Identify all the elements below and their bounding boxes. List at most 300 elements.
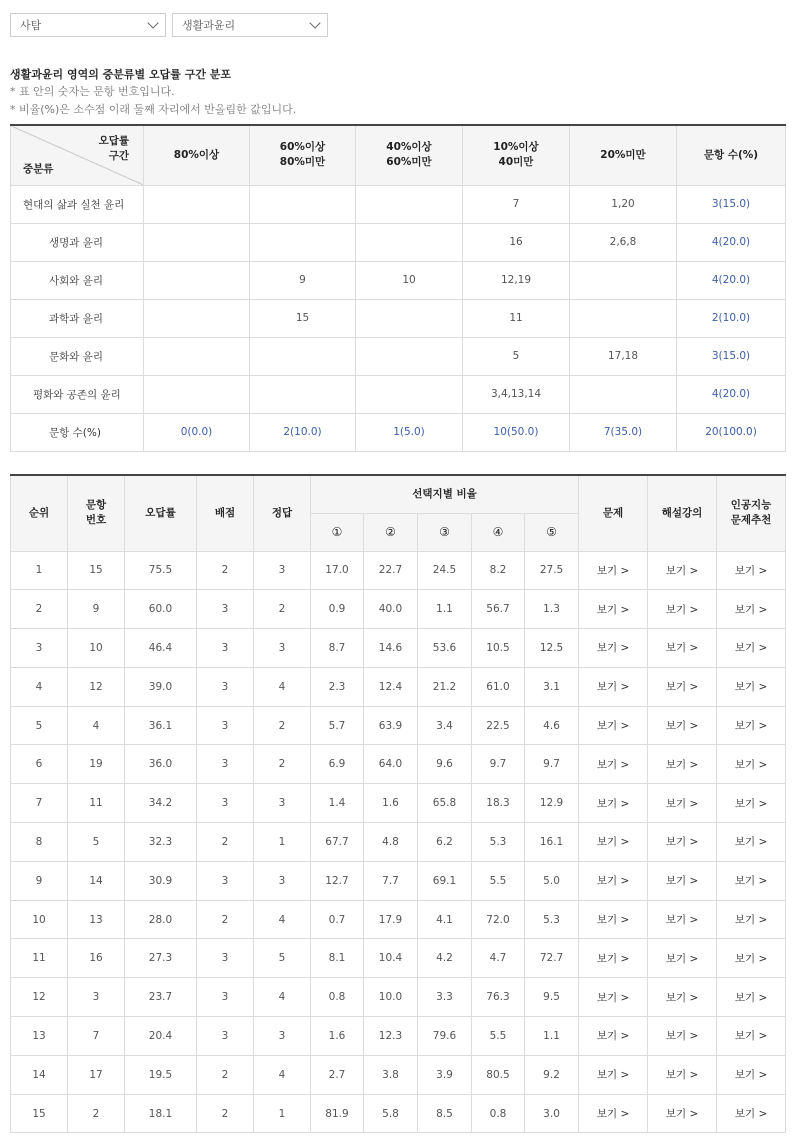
choice-ratio-cell: 3.1 xyxy=(525,667,579,706)
qnum-header: 문항 번호 xyxy=(68,475,125,551)
rank-cell: 10 xyxy=(11,900,68,939)
points-cell: 2 xyxy=(197,900,254,939)
choice-ratio-cell: 5.3 xyxy=(472,823,525,862)
points-cell: 2 xyxy=(197,1094,254,1133)
choice-ratio-cell: 6.9 xyxy=(311,745,364,784)
wrong-rate-header: 오답률 xyxy=(125,475,197,551)
category-name: 문화와 윤리 xyxy=(11,337,144,375)
rank-cell: 4 xyxy=(11,667,68,706)
question-numbers xyxy=(144,185,250,223)
col-header: 문항 수(%) xyxy=(677,125,786,185)
choice-ratio-cell: 2.3 xyxy=(311,667,364,706)
question-number-cell: 7 xyxy=(68,1017,125,1056)
choice-ratio-cell: 5.5 xyxy=(472,1017,525,1056)
question-numbers xyxy=(570,261,677,299)
view-question-link[interactable]: 보기 > xyxy=(579,667,648,706)
view-lecture-link[interactable]: 보기 > xyxy=(648,978,717,1017)
answer-cell: 3 xyxy=(254,784,311,823)
choice-ratio-cell: 4.7 xyxy=(472,939,525,978)
section-title: 생활과윤리 영역의 중분류별 오답률 구간 분포 xyxy=(10,68,232,81)
view-question-link[interactable]: 보기 > xyxy=(579,1017,648,1056)
table-row xyxy=(11,784,786,823)
question-numbers: 11 xyxy=(463,299,570,337)
question-number-cell: 2 xyxy=(68,1094,125,1133)
table-row xyxy=(11,1017,786,1056)
wrong-rate-cell: 30.9 xyxy=(125,861,197,900)
choice-ratio-cell: 17.9 xyxy=(364,900,418,939)
wrong-rate-cell: 20.4 xyxy=(125,1017,197,1056)
view-lecture-link[interactable]: 보기 > xyxy=(648,551,717,590)
choice-ratio-cell: 0.7 xyxy=(311,900,364,939)
choice-ratio-cell: 40.0 xyxy=(364,590,418,629)
view-ai-recommend-link[interactable]: 보기 > xyxy=(717,629,786,668)
table-row xyxy=(11,1055,786,1094)
view-lecture-link[interactable]: 보기 > xyxy=(648,590,717,629)
rank-cell: 6 xyxy=(11,745,68,784)
category-name: 생명과 윤리 xyxy=(11,223,144,261)
rank-cell: 3 xyxy=(11,629,68,668)
question-numbers xyxy=(356,185,463,223)
question-numbers xyxy=(250,223,356,261)
view-ai-recommend-link[interactable]: 보기 > xyxy=(717,861,786,900)
choice-ratio-cell: 3.0 xyxy=(525,1094,579,1133)
choice-ratio-cell: 1.1 xyxy=(418,590,472,629)
note-question-numbers: * 표 안의 숫자는 문항 번호입니다. xyxy=(10,85,175,98)
rank-cell: 12 xyxy=(11,978,68,1017)
distribution-row xyxy=(11,261,786,299)
question-count: 2(10.0) xyxy=(677,299,786,337)
choice-ratio-cell: 12.3 xyxy=(364,1017,418,1056)
answer-cell: 1 xyxy=(254,1094,311,1133)
rank-cell: 8 xyxy=(11,823,68,862)
distribution-row xyxy=(11,223,786,261)
table-row xyxy=(11,745,786,784)
question-number-cell: 14 xyxy=(68,861,125,900)
question-count: 3(15.0) xyxy=(677,337,786,375)
col-header: 20%미만 xyxy=(570,125,677,185)
choice-ratio-cell: 22.7 xyxy=(364,551,418,590)
rank-cell: 7 xyxy=(11,784,68,823)
view-ai-recommend-link[interactable]: 보기 > xyxy=(717,1094,786,1133)
question-numbers: 15 xyxy=(250,299,356,337)
question-numbers: 16 xyxy=(463,223,570,261)
points-cell: 2 xyxy=(197,823,254,862)
choice-ratio-cell: 3.9 xyxy=(418,1055,472,1094)
total-count: 0(0.0) xyxy=(144,413,250,451)
question-number-cell: 5 xyxy=(68,823,125,862)
wrong-rate-cell: 36.1 xyxy=(125,706,197,745)
view-ai-recommend-link[interactable]: 보기 > xyxy=(717,900,786,939)
total-count: 1(5.0) xyxy=(356,413,463,451)
question-numbers: 3,4,13,14 xyxy=(463,375,570,413)
question-numbers: 10 xyxy=(356,261,463,299)
choice-ratio-cell: 9.7 xyxy=(472,745,525,784)
points-cell: 3 xyxy=(197,861,254,900)
choice-ratio-cell: 81.9 xyxy=(311,1094,364,1133)
points-header: 배점 xyxy=(197,475,254,551)
question-number-cell: 10 xyxy=(68,629,125,668)
choice-ratio-cell: 9.6 xyxy=(418,745,472,784)
view-ai-recommend-link[interactable]: 보기 > xyxy=(717,823,786,862)
choice-ratio-cell: 9.5 xyxy=(525,978,579,1017)
wrong-rate-cell: 36.0 xyxy=(125,745,197,784)
choice-ratio-cell: 5.8 xyxy=(364,1094,418,1133)
choice-ratio-cell: 56.7 xyxy=(472,590,525,629)
question-numbers: 5 xyxy=(463,337,570,375)
choice-ratio-cell: 5.5 xyxy=(472,861,525,900)
view-ai-recommend-link[interactable]: 보기 > xyxy=(717,745,786,784)
choice-ratio-cell: 14.6 xyxy=(364,629,418,668)
question-numbers: 17,18 xyxy=(570,337,677,375)
question-numbers xyxy=(250,337,356,375)
choice-ratio-cell: 76.3 xyxy=(472,978,525,1017)
choice-ratio-cell: 65.8 xyxy=(418,784,472,823)
question-number-cell: 13 xyxy=(68,900,125,939)
view-ai-recommend-link[interactable]: 보기 > xyxy=(717,784,786,823)
choice-ratio-cell: 22.5 xyxy=(472,706,525,745)
question-numbers xyxy=(144,299,250,337)
view-ai-recommend-link[interactable]: 보기 > xyxy=(717,551,786,590)
answer-cell: 2 xyxy=(254,745,311,784)
choice-ratio-cell: 72.0 xyxy=(472,900,525,939)
choice-ratio-cell: 1.6 xyxy=(364,784,418,823)
answer-cell: 3 xyxy=(254,551,311,590)
question-number-cell: 17 xyxy=(68,1055,125,1094)
view-question-link[interactable]: 보기 > xyxy=(579,939,648,978)
rank-cell: 1 xyxy=(11,551,68,590)
wrong-rate-cell: 46.4 xyxy=(125,629,197,668)
category-name: 평화와 공존의 윤리 xyxy=(11,375,144,413)
question-numbers: 2,6,8 xyxy=(570,223,677,261)
question-count: 4(20.0) xyxy=(677,375,786,413)
col-header: 10%이상 40미만 xyxy=(463,125,570,185)
choice-ratio-cell: 79.6 xyxy=(418,1017,472,1056)
wrong-rate-cell: 18.1 xyxy=(125,1094,197,1133)
view-lecture-link[interactable]: 보기 > xyxy=(648,745,717,784)
question-number-cell: 12 xyxy=(68,667,125,706)
answer-cell: 4 xyxy=(254,978,311,1017)
view-lecture-link[interactable]: 보기 > xyxy=(648,667,717,706)
category-select-value: 사탐 xyxy=(20,19,42,32)
corner-top-line1: 오답률 xyxy=(98,135,129,147)
answer-cell: 3 xyxy=(254,1017,311,1056)
view-ai-recommend-link[interactable]: 보기 > xyxy=(717,590,786,629)
question-number-cell: 9 xyxy=(68,590,125,629)
col-header: 60%이상 80%미만 xyxy=(250,125,356,185)
answer-cell: 4 xyxy=(254,1055,311,1094)
filter-bar xyxy=(10,13,328,37)
view-question-link[interactable]: 보기 > xyxy=(579,1055,648,1094)
col-header: 40%이상 60%미만 xyxy=(356,125,463,185)
question-numbers: 9 xyxy=(250,261,356,299)
view-question-link[interactable]: 보기 > xyxy=(579,551,648,590)
table-row xyxy=(11,1094,786,1133)
question-header: 문제 xyxy=(579,475,648,551)
view-lecture-link[interactable]: 보기 > xyxy=(648,629,717,668)
choice-ratio-cell: 8.7 xyxy=(311,629,364,668)
choice-ratio-cell: 0.8 xyxy=(472,1094,525,1133)
choice-ratio-cell: 18.3 xyxy=(472,784,525,823)
ai-recommend-header: 인공지능 문제추천 xyxy=(717,475,786,551)
wrong-rate-cell: 60.0 xyxy=(125,590,197,629)
wrong-rate-cell: 19.5 xyxy=(125,1055,197,1094)
view-lecture-link[interactable]: 보기 > xyxy=(648,784,717,823)
view-ai-recommend-link[interactable]: 보기 > xyxy=(717,667,786,706)
choice-ratio-cell: 72.7 xyxy=(525,939,579,978)
choice-ratio-cell: 24.5 xyxy=(418,551,472,590)
choice-1-header: ① xyxy=(311,513,364,551)
answer-cell: 3 xyxy=(254,629,311,668)
choice-ratio-cell: 4.2 xyxy=(418,939,472,978)
answer-cell: 2 xyxy=(254,706,311,745)
question-number-cell: 3 xyxy=(68,978,125,1017)
view-question-link[interactable]: 보기 > xyxy=(579,590,648,629)
choice-ratio-cell: 16.1 xyxy=(525,823,579,862)
points-cell: 2 xyxy=(197,1055,254,1094)
question-number-cell: 11 xyxy=(68,784,125,823)
table-row xyxy=(11,667,786,706)
points-cell: 3 xyxy=(197,939,254,978)
choice-ratio-cell: 3.3 xyxy=(418,978,472,1017)
view-ai-recommend-link[interactable]: 보기 > xyxy=(717,939,786,978)
view-question-link[interactable]: 보기 > xyxy=(579,706,648,745)
view-question-link[interactable]: 보기 > xyxy=(579,861,648,900)
points-cell: 3 xyxy=(197,978,254,1017)
choice-ratio-cell: 67.7 xyxy=(311,823,364,862)
question-numbers xyxy=(250,185,356,223)
table-row xyxy=(11,978,786,1017)
wrong-rate-cell: 34.2 xyxy=(125,784,197,823)
view-lecture-link[interactable]: 보기 > xyxy=(648,1094,717,1133)
rank-cell: 13 xyxy=(11,1017,68,1056)
choice-ratio-cell: 5.7 xyxy=(311,706,364,745)
choice-ratio-cell: 4.6 xyxy=(525,706,579,745)
choice-3-header: ③ xyxy=(418,513,472,551)
view-question-link[interactable]: 보기 > xyxy=(579,900,648,939)
rank-cell: 5 xyxy=(11,706,68,745)
view-lecture-link[interactable]: 보기 > xyxy=(648,939,717,978)
wrong-rate-cell: 32.3 xyxy=(125,823,197,862)
corner-header xyxy=(11,125,144,185)
choice-ratio-cell: 12.5 xyxy=(525,629,579,668)
category-name: 현대의 삶과 실천 윤리 xyxy=(11,185,144,223)
question-number-cell: 4 xyxy=(68,706,125,745)
choice-ratio-cell: 12.9 xyxy=(525,784,579,823)
distribution-total-row xyxy=(11,413,786,451)
question-count: 4(20.0) xyxy=(677,261,786,299)
rank-cell: 9 xyxy=(11,861,68,900)
rank-cell: 15 xyxy=(11,1094,68,1133)
table-row xyxy=(11,590,786,629)
question-numbers xyxy=(144,337,250,375)
choice-ratio-cell: 61.0 xyxy=(472,667,525,706)
view-lecture-link[interactable]: 보기 > xyxy=(648,706,717,745)
table-row xyxy=(11,629,786,668)
question-numbers: 7 xyxy=(463,185,570,223)
subject-select[interactable] xyxy=(172,13,328,37)
answer-cell: 3 xyxy=(254,861,311,900)
question-numbers xyxy=(144,261,250,299)
question-numbers xyxy=(570,375,677,413)
choice-ratio-cell: 69.1 xyxy=(418,861,472,900)
distribution-header-row xyxy=(11,125,786,185)
table-row xyxy=(11,823,786,862)
choice-4-header: ④ xyxy=(472,513,525,551)
wrong-rate-cell: 23.7 xyxy=(125,978,197,1017)
rank-cell: 11 xyxy=(11,939,68,978)
view-ai-recommend-link[interactable]: 보기 > xyxy=(717,978,786,1017)
wrong-rate-cell: 28.0 xyxy=(125,900,197,939)
question-numbers xyxy=(250,375,356,413)
view-lecture-link[interactable]: 보기 > xyxy=(648,1017,717,1056)
choice-ratio-cell: 10.5 xyxy=(472,629,525,668)
answer-cell: 4 xyxy=(254,667,311,706)
question-numbers xyxy=(570,299,677,337)
category-select[interactable] xyxy=(10,13,166,37)
total-count: 20(100.0) xyxy=(677,413,786,451)
choice-ratio-cell: 5.3 xyxy=(525,900,579,939)
table-row xyxy=(11,939,786,978)
view-lecture-link[interactable]: 보기 > xyxy=(648,1055,717,1094)
choice-ratio-cell: 4.8 xyxy=(364,823,418,862)
view-question-link[interactable]: 보기 > xyxy=(579,629,648,668)
wrong-rate-cell: 39.0 xyxy=(125,667,197,706)
choice-ratio-cell: 6.2 xyxy=(418,823,472,862)
points-cell: 3 xyxy=(197,590,254,629)
lecture-header: 해설강의 xyxy=(648,475,717,551)
choice-5-header: ⑤ xyxy=(525,513,579,551)
choice-ratio-cell: 17.0 xyxy=(311,551,364,590)
total-count: 10(50.0) xyxy=(463,413,570,451)
total-count: 7(35.0) xyxy=(570,413,677,451)
choice-ratio-cell: 3.4 xyxy=(418,706,472,745)
chevron-down-icon xyxy=(309,17,320,28)
points-cell: 3 xyxy=(197,629,254,668)
choice-ratio-cell: 1.6 xyxy=(311,1017,364,1056)
distribution-row xyxy=(11,337,786,375)
choice-ratio-header: 선택지별 비율 xyxy=(311,475,579,513)
choice-ratio-cell: 7.7 xyxy=(364,861,418,900)
table-row xyxy=(11,900,786,939)
points-cell: 3 xyxy=(197,667,254,706)
total-label: 문항 수(%) xyxy=(11,413,144,451)
points-cell: 2 xyxy=(197,551,254,590)
choice-ratio-cell: 12.7 xyxy=(311,861,364,900)
points-cell: 3 xyxy=(197,706,254,745)
choice-ratio-cell: 2.7 xyxy=(311,1055,364,1094)
answer-cell: 5 xyxy=(254,939,311,978)
question-numbers xyxy=(356,299,463,337)
question-number-cell: 15 xyxy=(68,551,125,590)
corner-bottom: 중분류 xyxy=(23,162,54,175)
choice-ratio-cell: 9.2 xyxy=(525,1055,579,1094)
answer-header: 정답 xyxy=(254,475,311,551)
view-lecture-link[interactable]: 보기 > xyxy=(648,900,717,939)
choice-ratio-cell: 4.1 xyxy=(418,900,472,939)
choice-ratio-cell: 8.2 xyxy=(472,551,525,590)
choice-ratio-cell: 9.7 xyxy=(525,745,579,784)
view-lecture-link[interactable]: 보기 > xyxy=(648,861,717,900)
choice-ratio-cell: 8.5 xyxy=(418,1094,472,1133)
choice-ratio-cell: 63.9 xyxy=(364,706,418,745)
rank-cell: 2 xyxy=(11,590,68,629)
points-cell: 3 xyxy=(197,745,254,784)
choice-ratio-cell: 3.8 xyxy=(364,1055,418,1094)
view-lecture-link[interactable]: 보기 > xyxy=(648,823,717,862)
choice-ratio-cell: 10.4 xyxy=(364,939,418,978)
distribution-table xyxy=(10,124,786,452)
choice-ratio-cell: 21.2 xyxy=(418,667,472,706)
points-cell: 3 xyxy=(197,784,254,823)
ranking-header-row xyxy=(11,475,786,513)
chevron-down-icon xyxy=(147,17,158,28)
view-question-link[interactable]: 보기 > xyxy=(579,978,648,1017)
question-numbers xyxy=(356,375,463,413)
total-count: 2(10.0) xyxy=(250,413,356,451)
question-numbers xyxy=(356,337,463,375)
points-cell: 3 xyxy=(197,1017,254,1056)
choice-ratio-cell: 53.6 xyxy=(418,629,472,668)
choice-2-header: ② xyxy=(364,513,418,551)
question-count: 3(15.0) xyxy=(677,185,786,223)
view-ai-recommend-link[interactable]: 보기 > xyxy=(717,1055,786,1094)
question-number-cell: 16 xyxy=(68,939,125,978)
choice-ratio-cell: 64.0 xyxy=(364,745,418,784)
question-numbers xyxy=(356,223,463,261)
corner-top-line2: 구간 xyxy=(108,150,129,162)
choice-ratio-cell: 1.3 xyxy=(525,590,579,629)
rank-header: 순위 xyxy=(11,475,68,551)
question-numbers: 12,19 xyxy=(463,261,570,299)
choice-ratio-cell: 1.1 xyxy=(525,1017,579,1056)
distribution-row xyxy=(11,185,786,223)
question-numbers: 1,20 xyxy=(570,185,677,223)
wrong-rate-cell: 27.3 xyxy=(125,939,197,978)
choice-ratio-cell: 12.4 xyxy=(364,667,418,706)
note-rounding: * 비율(%)은 소수점 이래 둘째 자리에서 반올림한 값입니다. xyxy=(10,103,297,116)
choice-ratio-cell: 10.0 xyxy=(364,978,418,1017)
choice-ratio-cell: 0.9 xyxy=(311,590,364,629)
table-row xyxy=(11,706,786,745)
question-count: 4(20.0) xyxy=(677,223,786,261)
view-question-link[interactable]: 보기 > xyxy=(579,784,648,823)
choice-ratio-cell: 0.8 xyxy=(311,978,364,1017)
answer-cell: 4 xyxy=(254,900,311,939)
ranking-table xyxy=(10,474,786,1133)
view-ai-recommend-link[interactable]: 보기 > xyxy=(717,1017,786,1056)
distribution-row xyxy=(11,375,786,413)
choice-ratio-cell: 5.0 xyxy=(525,861,579,900)
choice-ratio-cell: 80.5 xyxy=(472,1055,525,1094)
answer-cell: 1 xyxy=(254,823,311,862)
category-name: 사회와 윤리 xyxy=(11,261,144,299)
question-numbers xyxy=(144,223,250,261)
table-row xyxy=(11,551,786,590)
rank-cell: 14 xyxy=(11,1055,68,1094)
subject-select-value: 생활과윤리 xyxy=(182,19,236,32)
view-question-link[interactable]: 보기 > xyxy=(579,1094,648,1133)
choice-ratio-cell: 27.5 xyxy=(525,551,579,590)
question-number-cell: 19 xyxy=(68,745,125,784)
answer-cell: 2 xyxy=(254,590,311,629)
choice-ratio-cell: 1.4 xyxy=(311,784,364,823)
view-question-link[interactable]: 보기 > xyxy=(579,745,648,784)
view-ai-recommend-link[interactable]: 보기 > xyxy=(717,706,786,745)
view-question-link[interactable]: 보기 > xyxy=(579,823,648,862)
table-row xyxy=(11,861,786,900)
col-header: 80%이상 xyxy=(144,125,250,185)
choice-ratio-cell: 8.1 xyxy=(311,939,364,978)
